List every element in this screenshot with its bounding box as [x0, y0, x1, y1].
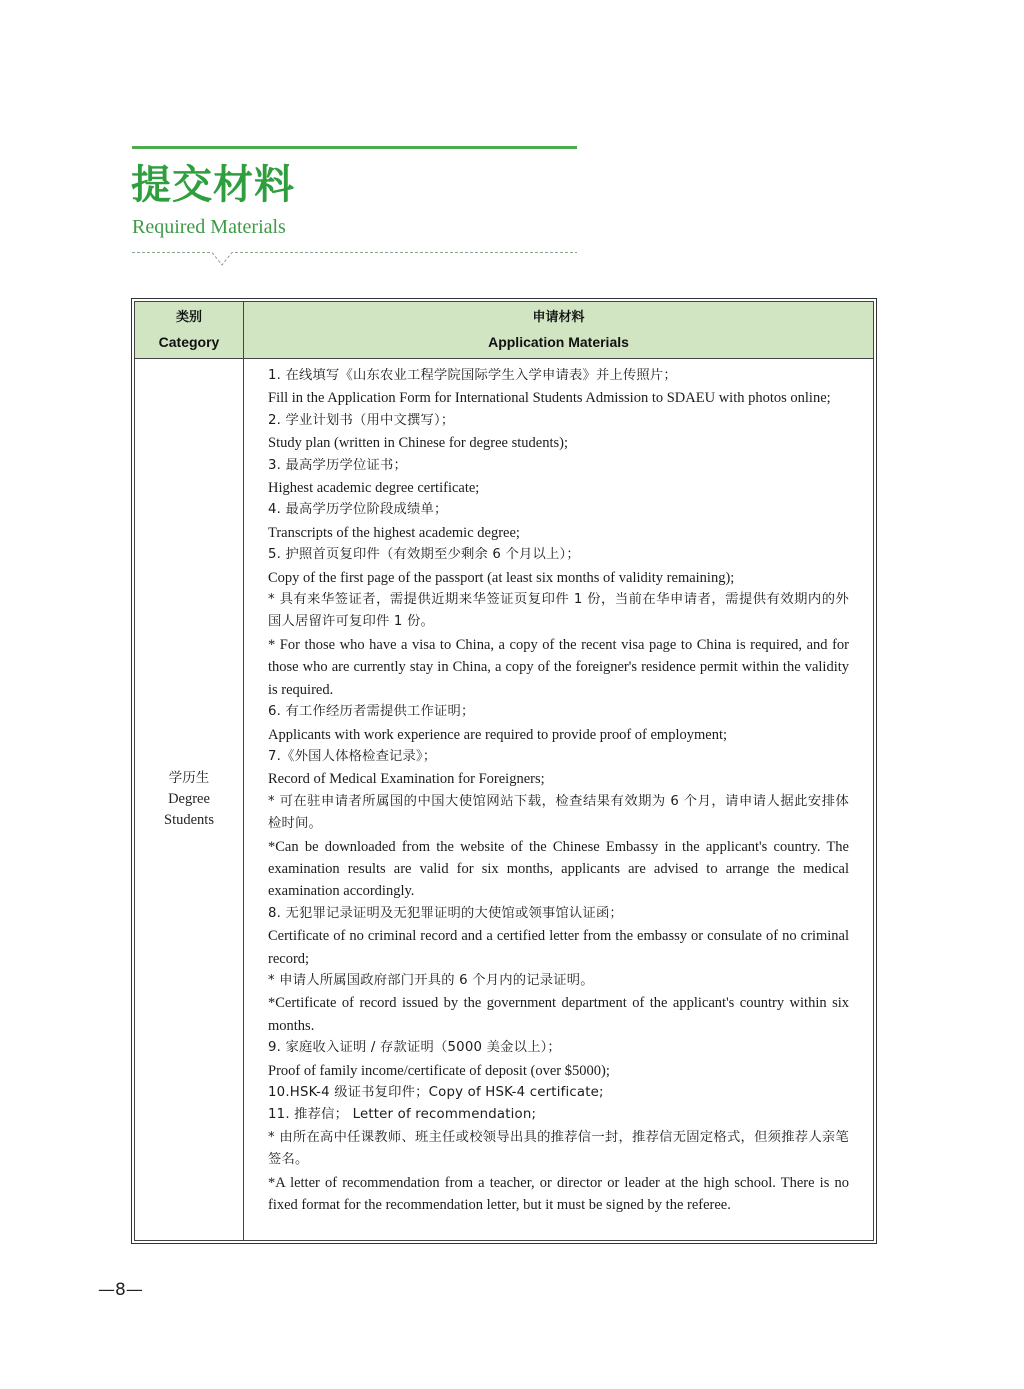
material-item: 8. 无犯罪记录证明及无犯罪证明的大使馆或领事馆认证函； — [268, 905, 623, 921]
material-item: 4. 最高学历学位阶段成绩单； — [268, 502, 448, 518]
material-note: * 可在驻申请者所属国的中国大使馆网站下载，检查结果有效期为 6 个月，请申请人据此安排体检时间。 — [268, 793, 849, 832]
material-item: Record of Medical Examination for Foreigners; — [268, 771, 545, 788]
material-item: Highest academic degree certificate; — [268, 480, 480, 497]
table-row — [135, 359, 874, 1241]
material-note: * For those who have a visa to China, a copy of the recent visa page to China is required, and for those who are currently stay in China, a copy of the foreigner's residence permit within the validity is required. — [268, 636, 849, 698]
material-item: 11. 推荐信； Letter of recommendation; — [268, 1107, 537, 1123]
page-number: —8— — [98, 1280, 143, 1300]
material-item: 5. 护照首页复印件（有效期至少剩余 6 个月以上）； — [268, 547, 580, 563]
material-note: * 申请人所属国政府部门开具的 6 个月内的记录证明。 — [268, 972, 594, 988]
header-category-cn: 类别 — [175, 310, 202, 325]
material-note: * 具有来华签证者，需提供近期来华签证页复印件 1 份，当前在华申请者，需提供有效期内的外国人居留许可复印件 1 份。 — [268, 592, 849, 630]
title-top-rule — [132, 146, 577, 149]
material-item: Certificate of no criminal record and a certified letter from the embassy or consulate of no criminal record; — [268, 928, 849, 967]
material-item: 7.《外国人体格检查记录》； — [268, 748, 437, 764]
material-item: 3. 最高学历学位证书； — [268, 457, 407, 473]
material-item: 1. 在线填写《山东农业工程学院国际学生入学申请表》并上传照片； — [268, 368, 677, 383]
material-item: Copy of the first page of the passport (at least six months of validity remaining); — [268, 569, 735, 586]
dashed-divider — [132, 251, 577, 271]
material-item: Fill in the Application Form for International Students Admission to SDAEU with photos online; — [268, 390, 831, 407]
table-header-row — [135, 302, 874, 359]
material-note: *Certificate of record issued by the government department of the applicant's country within six months. — [268, 995, 849, 1034]
header-category — [135, 302, 244, 359]
header-materials — [244, 302, 874, 359]
materials-cell — [244, 359, 874, 1241]
category-en-line2: Students — [164, 812, 214, 828]
material-item: Transcripts of the highest academic degree; — [268, 524, 520, 541]
page-title-cn: 提交材料 — [131, 162, 295, 208]
category-en-line1: Degree — [168, 791, 210, 807]
header-category-en: Category — [158, 334, 220, 350]
material-item: 10.HSK-4 级证书复印件；Copy of HSK-4 certificate; — [268, 1085, 604, 1100]
material-note: *A letter of recommendation from a teacher, or director or leader at the high school. There is no fixed format for the recommendation letter, but it must be signed by the referee. — [268, 1174, 849, 1214]
category-cn: 学历生 — [168, 770, 210, 786]
material-item: 6. 有工作经历者需提供工作证明； — [268, 704, 475, 720]
material-item: 9. 家庭收入证明 / 存款证明（5000 美金以上）； — [268, 1040, 561, 1056]
material-note: * 由所在高中任课教师、班主任或校领导出具的推荐信一封，推荐信无固定格式，但须推荐人亲笔签名。 — [268, 1129, 849, 1168]
material-item: 2. 学业计划书（用中文撰写）； — [268, 412, 455, 428]
materials-table — [131, 298, 877, 1244]
material-item: Proof of family income/certificate of deposit (over $5000); — [268, 1062, 610, 1079]
page-title-en: Required Materials — [132, 216, 286, 238]
material-note: *Can be downloaded from the website of the Chinese Embassy in the applicant's country. The examination results are valid for six months, applicants are advised to arrange the medical examination accordingly. — [268, 838, 849, 900]
header-materials-cn: 申请材料 — [532, 310, 585, 325]
header-materials-en: Application Materials — [488, 334, 629, 350]
material-item: Study plan (written in Chinese for degree students); — [268, 435, 569, 452]
category-cell — [135, 359, 244, 1241]
material-item: Applicants with work experience are required to provide proof of employment; — [268, 726, 728, 743]
